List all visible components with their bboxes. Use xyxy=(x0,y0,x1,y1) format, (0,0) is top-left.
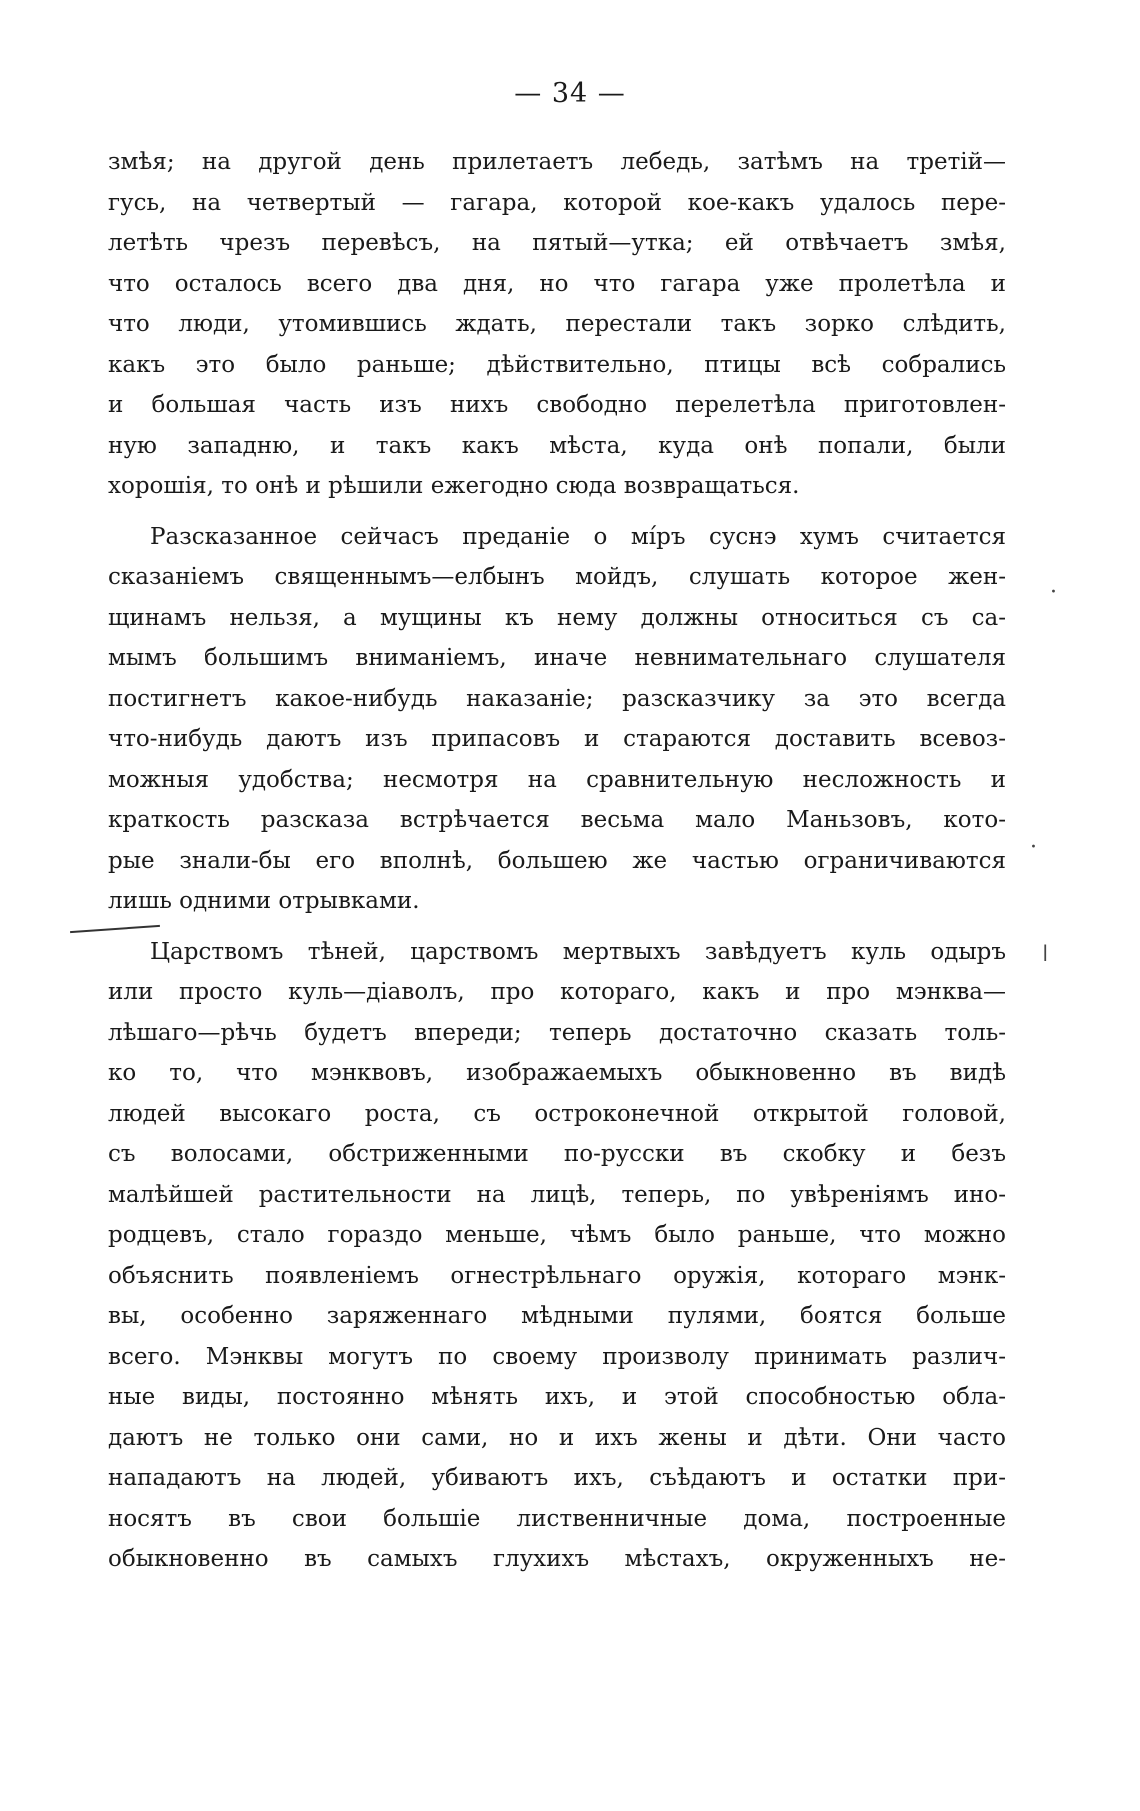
margin-dot-mark: · xyxy=(1030,835,1037,860)
text-line: даютъ не только они сами, но и ихъ жены и дѣти. Они часто xyxy=(108,1424,1006,1451)
text-line: Разсказанное сейчасъ преданіе о мíръ суснэ хумъ считается xyxy=(150,523,1006,550)
text-line: гусь, на четвертый — гагара, которой кое-какъ удалось пере- xyxy=(108,189,1006,216)
text-line: сказаніемъ священнымъ—елбынъ мойдъ, слушать которое жен- xyxy=(108,564,1006,590)
text-line: ную западню, и такъ какъ мѣста, куда онѣ попали, были xyxy=(108,432,1006,459)
text-line: рые знали-бы его вполнѣ, большею же частью ограничиваются xyxy=(108,847,1006,874)
text-line: родцевъ, стало гораздо меньше, чѣмъ было раньше, что можно xyxy=(108,1222,1006,1248)
text-line: что-нибудь даютъ изъ припасовъ и стараются доставить всевоз- xyxy=(108,726,1006,752)
text-line: нападаютъ на людей, убиваютъ ихъ, съѣдаютъ и остатки при- xyxy=(108,1465,1006,1491)
page-number: — 34 — xyxy=(514,78,626,109)
margin-dot-mark: · xyxy=(1050,580,1057,605)
text-line: постигнетъ какое-нибудь наказаніе; разсказчику за это всегда xyxy=(108,685,1006,712)
text-line: щинамъ нельзя, а мущины къ нему должны относиться съ са- xyxy=(108,604,1006,631)
text-line: или просто куль—діаволъ, про котораго, какъ и про мэнква— xyxy=(108,979,1006,1005)
text-line: хорошія, то онѣ и рѣшили ежегодно сюда возвращаться. xyxy=(108,473,800,499)
text-line: лишь одними отрывками. xyxy=(108,888,420,914)
text-line: носятъ въ свои большіе лиственничные дома, построенные xyxy=(108,1505,1006,1532)
text-line: что люди, утомившись ждать, перестали такъ зорко слѣдить, xyxy=(108,311,1006,337)
text-line: летѣть чрезъ перевѣсъ, на пятый—утка; ей отвѣчаетъ змѣя, xyxy=(108,230,1006,256)
text-line: всего. Мэнквы могутъ по своему произволу принимать различ- xyxy=(108,1343,1006,1370)
text-line: объяснить появленіемъ огнестрѣльнаго оружія, котораго мэнк- xyxy=(108,1262,1006,1289)
body-text xyxy=(108,142,1006,1580)
text-line: какъ это было раньше; дѣйствительно, птицы всѣ собрались xyxy=(108,351,1006,378)
paragraph-2 xyxy=(108,517,1006,922)
text-line: ко то, что мэнквовъ, изображаемыхъ обыкновенно въ видѣ xyxy=(108,1060,1006,1086)
text-line: змѣя; на другой день прилетаетъ лебедь, затѣмъ на третій— xyxy=(108,149,1006,175)
text-line: лѣшаго—рѣчь будетъ впереди; теперь достаточно сказать толь- xyxy=(108,1019,1006,1046)
text-line: Царствомъ тѣней, царствомъ мертвыхъ завѣдуетъ куль одыръ xyxy=(150,938,1006,965)
text-line: мымъ большимъ вниманіемъ, иначе невнимательнаго слушателя xyxy=(108,645,1006,671)
text-line: краткость разсказа встрѣчается весьма мало Маньзовъ, кото- xyxy=(108,807,1006,833)
margin-tick-mark: ǀ xyxy=(1042,942,1049,967)
text-line: вы, особенно заряженнаго мѣдными пулями, боятся больше xyxy=(108,1303,1006,1329)
text-line: людей высокаго роста, съ остроконечной открытой головой, xyxy=(108,1100,1006,1127)
paragraph-1 xyxy=(108,142,1006,507)
paragraph-3 xyxy=(108,932,1006,1580)
text-line: съ волосами, обстриженными по-русски въ скобку и безъ xyxy=(108,1141,1006,1167)
text-line: обыкновенно въ самыхъ глухихъ мѣстахъ, окруженныхъ не- xyxy=(108,1546,1006,1572)
text-line: малѣйшей растительности на лицѣ, теперь, по увѣреніямъ ино- xyxy=(108,1181,1006,1208)
text-line: и большая часть изъ нихъ свободно перелетѣла приготовлен- xyxy=(108,392,1006,418)
text-line: можныя удобства; несмотря на сравнительную несложность и xyxy=(108,766,1006,793)
text-line: ные виды, постоянно мѣнять ихъ, и этой способностью обла- xyxy=(108,1384,1006,1410)
text-line: что осталось всего два дня, но что гагара уже пролетѣла и xyxy=(108,270,1006,297)
